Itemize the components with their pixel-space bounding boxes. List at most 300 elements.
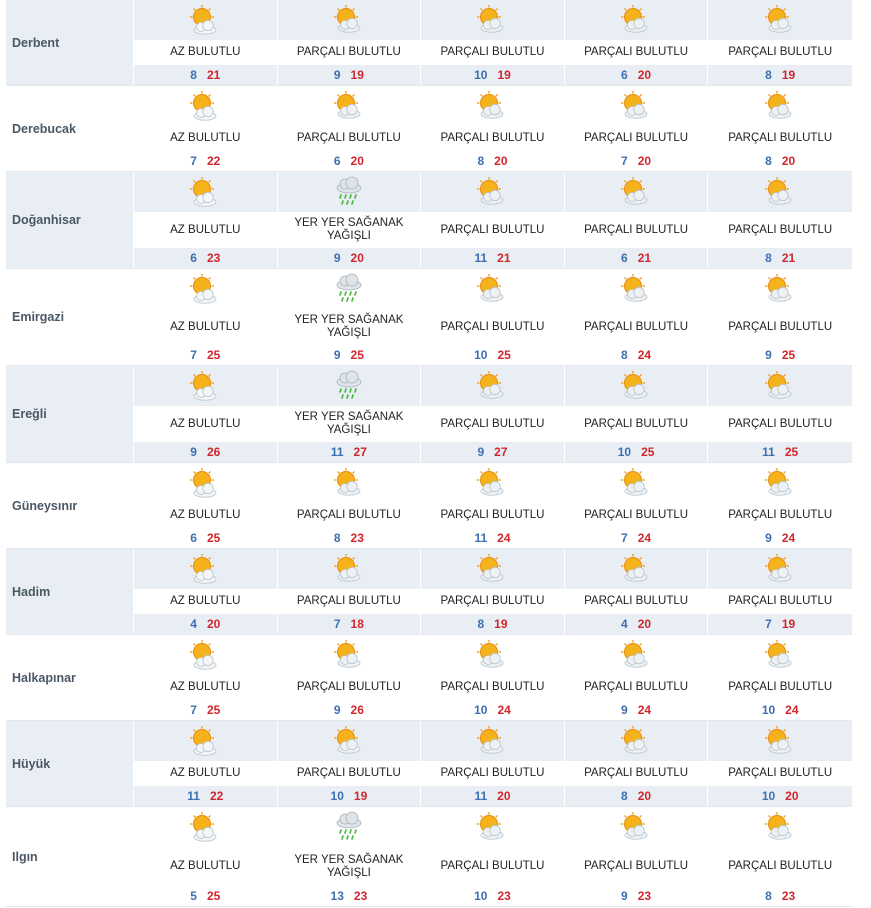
max-temperature: 19 (781, 617, 796, 631)
day-forecast (565, 86, 709, 171)
weather-description: YER YER SAĞANAK YAĞIŞLI (278, 406, 421, 442)
day-forecast (278, 0, 422, 85)
day-forecast (708, 172, 852, 268)
partly-cloudy-icon (565, 269, 708, 309)
weather-description: PARÇALI BULUTLU (565, 589, 708, 614)
day-forecast (278, 549, 422, 634)
city-row (6, 269, 852, 366)
max-temperature: 23 (637, 889, 652, 903)
day-forecast (565, 172, 709, 268)
sun-cloud-icon (134, 269, 277, 309)
min-temperature: 8 (477, 617, 485, 631)
day-forecast (278, 269, 422, 365)
temperature-range (565, 345, 708, 365)
city-name[interactable]: Hüyük (6, 721, 134, 806)
partly-cloudy-icon (565, 463, 708, 503)
weather-description: PARÇALI BULUTLU (565, 40, 708, 65)
temperature-range (565, 528, 708, 548)
max-temperature: 25 (206, 531, 221, 545)
weather-description: PARÇALI BULUTLU (278, 40, 421, 65)
weather-description: PARÇALI BULUTLU (421, 40, 564, 65)
min-temperature: 8 (765, 251, 772, 265)
min-temperature: 4 (190, 617, 197, 631)
partly-cloudy-icon (708, 86, 852, 126)
day-forecast (278, 366, 422, 462)
max-temperature: 19 (781, 68, 796, 82)
temperature-range (565, 786, 708, 806)
partly-cloudy-icon (708, 172, 852, 212)
day-forecast (421, 635, 565, 720)
weather-description: PARÇALI BULUTLU (565, 761, 708, 786)
temperature-range (278, 614, 421, 634)
day-forecast (421, 721, 565, 806)
day-forecast (708, 635, 852, 720)
temperature-range (708, 442, 852, 462)
day-forecast (708, 463, 852, 548)
max-temperature: 20 (637, 617, 652, 631)
min-temperature: 7 (333, 617, 341, 631)
day-forecast (421, 807, 565, 906)
weather-description: AZ BULUTLU (134, 212, 277, 248)
partly-cloudy-icon (565, 0, 708, 40)
max-temperature: 23 (781, 889, 796, 903)
weather-description: PARÇALI BULUTLU (421, 589, 564, 614)
weather-description: YER YER SAĞANAK YAĞIŞLI (278, 847, 421, 886)
temperature-range (565, 248, 708, 268)
temperature-range (134, 345, 277, 365)
weather-description: PARÇALI BULUTLU (421, 847, 564, 886)
min-temperature: 11 (474, 251, 488, 265)
min-temperature: 6 (333, 154, 341, 168)
weather-description: PARÇALI BULUTLU (708, 212, 852, 248)
weather-description: PARÇALI BULUTLU (708, 309, 852, 345)
min-temperature: 8 (765, 889, 772, 903)
min-temperature: 11 (187, 789, 200, 803)
weather-description: PARÇALI BULUTLU (565, 503, 708, 528)
temperature-range (421, 65, 564, 85)
weather-description: AZ BULUTLU (134, 503, 277, 528)
max-temperature: 19 (350, 68, 364, 82)
day-forecast (134, 0, 278, 85)
temperature-range (278, 65, 421, 85)
temperature-range (278, 700, 421, 720)
city-row (6, 463, 852, 549)
partly-cloudy-icon (565, 635, 708, 675)
max-temperature: 20 (637, 154, 652, 168)
partly-cloudy-icon (708, 807, 852, 847)
city-name[interactable]: Ereğli (6, 366, 134, 462)
temperature-range (708, 528, 852, 548)
day-forecast (421, 0, 565, 85)
sun-cloud-icon (134, 635, 277, 675)
sun-cloud-icon (134, 86, 277, 126)
city-name[interactable]: Derbent (6, 0, 134, 85)
city-row (6, 366, 852, 463)
temperature-range (708, 151, 852, 171)
temperature-range (421, 345, 564, 365)
temperature-range (278, 886, 421, 906)
min-temperature: 11 (474, 789, 488, 803)
temperature-range (565, 65, 708, 85)
day-forecast (134, 366, 278, 462)
partly-cloudy-icon (565, 366, 708, 406)
city-name[interactable]: Halkapınar (6, 635, 134, 720)
day-forecast (134, 721, 278, 806)
city-name[interactable]: Güneysınır (6, 463, 134, 548)
max-temperature: 25 (206, 889, 221, 903)
city-name[interactable]: Hadim (6, 549, 134, 634)
day-forecast (565, 0, 709, 85)
temperature-range (708, 886, 852, 906)
weather-description: PARÇALI BULUTLU (421, 212, 564, 248)
temperature-range (134, 65, 277, 85)
sun-cloud-icon (134, 366, 277, 406)
weather-description: PARÇALI BULUTLU (708, 503, 852, 528)
max-temperature: 25 (781, 348, 796, 362)
max-temperature: 19 (494, 617, 508, 631)
temperature-range (278, 786, 421, 806)
city-row (6, 86, 852, 172)
city-name[interactable]: Derebucak (6, 86, 134, 171)
min-temperature: 11 (762, 445, 775, 459)
temperature-range (708, 614, 852, 634)
partly-cloudy-icon (708, 0, 852, 40)
min-temperature: 8 (765, 154, 772, 168)
weather-description: AZ BULUTLU (134, 761, 277, 786)
min-temperature: 7 (621, 531, 628, 545)
partly-cloudy-icon (278, 721, 421, 761)
temperature-range (708, 700, 852, 720)
max-temperature: 21 (206, 68, 221, 82)
weather-description: PARÇALI BULUTLU (278, 503, 421, 528)
temperature-range (134, 151, 277, 171)
min-temperature: 10 (761, 703, 776, 717)
max-temperature: 19 (497, 68, 511, 82)
partly-cloudy-icon (421, 721, 564, 761)
weather-description: PARÇALI BULUTLU (708, 40, 852, 65)
temperature-range (421, 614, 564, 634)
max-temperature: 25 (350, 348, 364, 362)
min-temperature: 9 (333, 68, 341, 82)
max-temperature: 18 (350, 617, 364, 631)
temperature-range (565, 614, 708, 634)
temperature-range (134, 786, 277, 806)
temperature-range (565, 442, 708, 462)
max-temperature: 20 (350, 251, 364, 265)
min-temperature: 9 (765, 531, 772, 545)
day-forecast (278, 86, 422, 171)
day-forecast (708, 807, 852, 906)
max-temperature: 21 (637, 251, 652, 265)
partly-cloudy-icon (421, 0, 564, 40)
day-forecast (278, 721, 422, 806)
min-temperature: 7 (621, 154, 628, 168)
weather-description: AZ BULUTLU (134, 675, 277, 700)
day-forecast (708, 86, 852, 171)
weather-description: PARÇALI BULUTLU (708, 406, 852, 442)
temperature-range (134, 886, 277, 906)
day-forecast (421, 86, 565, 171)
min-temperature: 7 (765, 617, 772, 631)
max-temperature: 27 (353, 445, 367, 459)
min-temperature: 8 (333, 531, 341, 545)
max-temperature: 24 (785, 703, 799, 717)
sun-cloud-icon (134, 807, 277, 847)
partly-cloudy-icon (278, 463, 421, 503)
min-temperature: 8 (621, 789, 628, 803)
min-temperature: 7 (190, 154, 197, 168)
day-forecast (134, 463, 278, 548)
min-temperature: 10 (617, 445, 632, 459)
min-temperature: 8 (765, 68, 772, 82)
max-temperature: 23 (497, 889, 511, 903)
min-temperature: 6 (621, 68, 628, 82)
day-forecast (421, 172, 565, 268)
partly-cloudy-icon (421, 635, 564, 675)
weather-description: YER YER SAĞANAK YAĞIŞLI (278, 309, 421, 345)
sun-cloud-icon (134, 549, 277, 589)
day-forecast (421, 549, 565, 634)
day-forecast (421, 269, 565, 365)
min-temperature: 10 (474, 889, 488, 903)
day-forecast (708, 721, 852, 806)
temperature-range (708, 65, 852, 85)
min-temperature: 6 (190, 531, 197, 545)
temperature-range (134, 528, 277, 548)
day-forecast (278, 807, 422, 906)
day-forecast (565, 463, 709, 548)
day-forecast (565, 366, 709, 462)
temperature-range (278, 248, 421, 268)
day-forecast (708, 0, 852, 85)
partly-cloudy-icon (421, 86, 564, 126)
weather-description: AZ BULUTLU (134, 40, 277, 65)
partly-cloudy-icon (421, 549, 564, 589)
partly-cloudy-icon (278, 0, 421, 40)
partly-cloudy-icon (278, 549, 421, 589)
max-temperature: 24 (637, 531, 652, 545)
weather-description: AZ BULUTLU (134, 126, 277, 151)
day-forecast (134, 86, 278, 171)
city-name[interactable]: Ilgın (6, 807, 134, 906)
partly-cloudy-icon (565, 172, 708, 212)
day-forecast (565, 549, 709, 634)
weather-description: AZ BULUTLU (134, 847, 277, 886)
partly-cloudy-icon (708, 635, 852, 675)
weather-description: PARÇALI BULUTLU (708, 126, 852, 151)
min-temperature: 7 (190, 703, 197, 717)
min-temperature: 8 (621, 348, 628, 362)
min-temperature: 9 (333, 703, 341, 717)
temperature-range (708, 786, 852, 806)
weather-description: PARÇALI BULUTLU (421, 309, 564, 345)
partly-cloudy-icon (421, 172, 564, 212)
weather-description: YER YER SAĞANAK YAĞIŞLI (278, 212, 421, 248)
min-temperature: 10 (474, 68, 488, 82)
sun-cloud-icon (134, 463, 277, 503)
max-temperature: 19 (353, 789, 368, 803)
day-forecast (421, 463, 565, 548)
city-name[interactable]: Doğanhisar (6, 172, 134, 268)
weather-description: PARÇALI BULUTLU (278, 761, 421, 786)
temperature-range (278, 345, 421, 365)
day-forecast (134, 807, 278, 906)
min-temperature: 8 (477, 154, 485, 168)
day-forecast (134, 635, 278, 720)
min-temperature: 9 (190, 445, 197, 459)
max-temperature: 23 (350, 531, 364, 545)
partly-cloudy-icon (565, 86, 708, 126)
city-name[interactable]: Emirgazi (6, 269, 134, 365)
max-temperature: 25 (206, 348, 221, 362)
min-temperature: 10 (474, 348, 488, 362)
temperature-range (421, 528, 564, 548)
day-forecast (708, 549, 852, 634)
max-temperature: 26 (206, 445, 221, 459)
rain-shower-icon (278, 366, 421, 406)
partly-cloudy-icon (708, 549, 852, 589)
weather-description: PARÇALI BULUTLU (421, 503, 564, 528)
min-temperature: 6 (190, 251, 197, 265)
weather-description: PARÇALI BULUTLU (565, 675, 708, 700)
weather-description: PARÇALI BULUTLU (565, 847, 708, 886)
city-row (6, 0, 852, 86)
day-forecast (278, 635, 422, 720)
partly-cloudy-icon (421, 269, 564, 309)
min-temperature: 9 (621, 703, 628, 717)
city-row (6, 807, 852, 907)
min-temperature: 8 (190, 68, 197, 82)
max-temperature: 25 (206, 703, 221, 717)
partly-cloudy-icon (421, 463, 564, 503)
max-temperature: 24 (781, 531, 796, 545)
min-temperature: 5 (190, 889, 197, 903)
temperature-range (565, 151, 708, 171)
min-temperature: 9 (333, 348, 341, 362)
weather-description: PARÇALI BULUTLU (565, 309, 708, 345)
temperature-range (708, 248, 852, 268)
weather-description: PARÇALI BULUTLU (278, 126, 421, 151)
temperature-range (134, 700, 277, 720)
partly-cloudy-icon (565, 807, 708, 847)
city-row (6, 721, 852, 807)
weather-description: PARÇALI BULUTLU (278, 589, 421, 614)
temperature-range (565, 886, 708, 906)
forecast-table (6, 0, 852, 907)
weather-description: PARÇALI BULUTLU (708, 675, 852, 700)
day-forecast (565, 635, 709, 720)
temperature-range (278, 528, 421, 548)
day-forecast (565, 721, 709, 806)
rain-shower-icon (278, 172, 421, 212)
weather-description: PARÇALI BULUTLU (421, 406, 564, 442)
weather-description: PARÇALI BULUTLU (421, 761, 564, 786)
max-temperature: 20 (785, 789, 799, 803)
max-temperature: 24 (497, 703, 511, 717)
weather-description: AZ BULUTLU (134, 309, 277, 345)
max-temperature: 21 (497, 251, 511, 265)
min-temperature: 10 (761, 789, 776, 803)
temperature-range (421, 786, 564, 806)
temperature-range (134, 614, 277, 634)
partly-cloudy-icon (421, 366, 564, 406)
temperature-range (421, 700, 564, 720)
partly-cloudy-icon (278, 86, 421, 126)
temperature-range (421, 886, 564, 906)
day-forecast (708, 366, 852, 462)
weather-description: PARÇALI BULUTLU (708, 589, 852, 614)
max-temperature: 20 (637, 68, 652, 82)
day-forecast (134, 549, 278, 634)
partly-cloudy-icon (708, 269, 852, 309)
temperature-range (708, 345, 852, 365)
weather-description: PARÇALI BULUTLU (708, 847, 852, 886)
max-temperature: 20 (781, 154, 796, 168)
max-temperature: 20 (494, 154, 508, 168)
min-temperature: 11 (474, 531, 488, 545)
min-temperature: 10 (474, 703, 488, 717)
weather-description: PARÇALI BULUTLU (708, 761, 852, 786)
temperature-range (565, 700, 708, 720)
city-row (6, 172, 852, 269)
day-forecast (278, 463, 422, 548)
max-temperature: 23 (206, 251, 221, 265)
max-temperature: 24 (497, 531, 511, 545)
min-temperature: 9 (333, 251, 341, 265)
partly-cloudy-icon (278, 635, 421, 675)
min-temperature: 9 (621, 889, 628, 903)
max-temperature: 25 (641, 445, 655, 459)
partly-cloudy-icon (565, 549, 708, 589)
day-forecast (134, 172, 278, 268)
max-temperature: 20 (350, 154, 364, 168)
weather-description: PARÇALI BULUTLU (565, 126, 708, 151)
sun-cloud-icon (134, 172, 277, 212)
min-temperature: 11 (330, 445, 344, 459)
max-temperature: 20 (637, 789, 652, 803)
min-temperature: 6 (621, 251, 628, 265)
weather-description: PARÇALI BULUTLU (421, 675, 564, 700)
day-forecast (565, 807, 709, 906)
max-temperature: 23 (353, 889, 368, 903)
day-forecast (278, 172, 422, 268)
weather-description: PARÇALI BULUTLU (565, 406, 708, 442)
temperature-range (134, 248, 277, 268)
max-temperature: 21 (781, 251, 796, 265)
sun-cloud-icon (134, 721, 277, 761)
city-row (6, 635, 852, 721)
weather-description: AZ BULUTLU (134, 589, 277, 614)
min-temperature: 10 (330, 789, 344, 803)
max-temperature: 25 (497, 348, 511, 362)
day-forecast (565, 269, 709, 365)
weather-description: PARÇALI BULUTLU (278, 675, 421, 700)
day-forecast (421, 366, 565, 462)
partly-cloudy-icon (708, 721, 852, 761)
min-temperature: 4 (621, 617, 628, 631)
temperature-range (421, 151, 564, 171)
max-temperature: 24 (637, 703, 652, 717)
min-temperature: 7 (190, 348, 197, 362)
partly-cloudy-icon (565, 721, 708, 761)
temperature-range (278, 151, 421, 171)
max-temperature: 20 (206, 617, 221, 631)
min-temperature: 9 (477, 445, 485, 459)
weather-description: PARÇALI BULUTLU (565, 212, 708, 248)
temperature-range (421, 442, 564, 462)
max-temperature: 25 (784, 445, 799, 459)
min-temperature: 13 (330, 889, 344, 903)
